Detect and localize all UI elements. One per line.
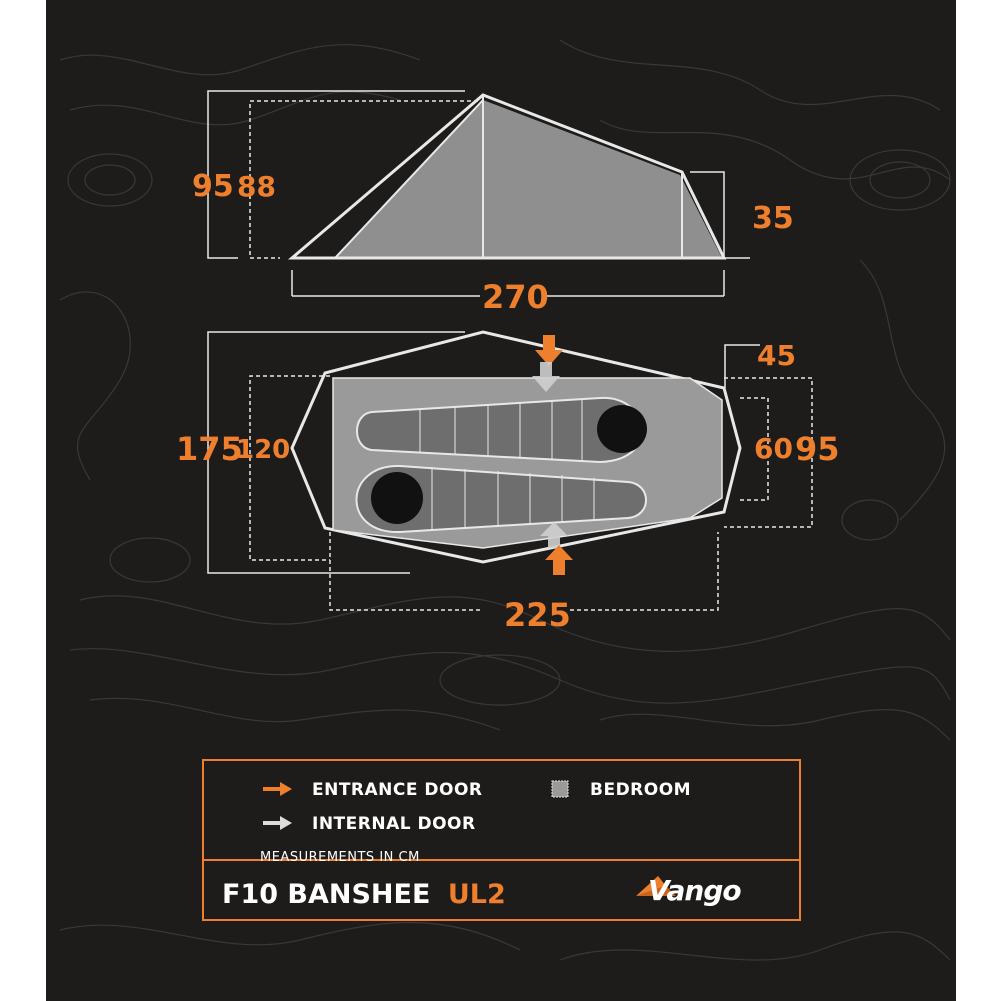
- legend-units-note: MEASUREMENTS IN CM: [260, 850, 420, 865]
- legend-box: [203, 760, 800, 920]
- dim-porch-depth: 45: [757, 339, 796, 372]
- dim-rear-height: 35: [752, 201, 794, 236]
- dim-height-inner: 88: [237, 170, 276, 203]
- entrance-door-arrow-top: [535, 335, 563, 366]
- dim-length-outer: 270: [482, 278, 549, 316]
- dim-end-width-inner: 60: [754, 432, 793, 465]
- product-name-main: F10 BANSHEE: [222, 879, 431, 910]
- diagram-panel: [46, 0, 956, 1001]
- legend-internal-door: INTERNAL DOOR: [312, 814, 476, 834]
- vango-logo: [636, 874, 741, 907]
- tent-side-fill: [335, 100, 722, 258]
- dim-width-inner: 120: [236, 435, 291, 465]
- product-name-suffix: UL2: [447, 879, 506, 910]
- bedroom-legend-icon: [552, 781, 568, 797]
- side-elevation-view: [208, 91, 750, 296]
- dim-width-outer: 175: [176, 430, 243, 468]
- dim-height-outer: 95: [192, 169, 234, 204]
- legend-bedroom: BEDROOM: [590, 780, 692, 800]
- dim-end-width-outer: 95: [795, 430, 840, 468]
- product-name: [222, 879, 506, 910]
- legend-entrance-door: ENTRANCE DOOR: [312, 780, 483, 800]
- dim-length-inner: 225: [504, 596, 571, 634]
- floor-plan-view: [208, 332, 812, 610]
- brand-name: Vango: [648, 874, 741, 907]
